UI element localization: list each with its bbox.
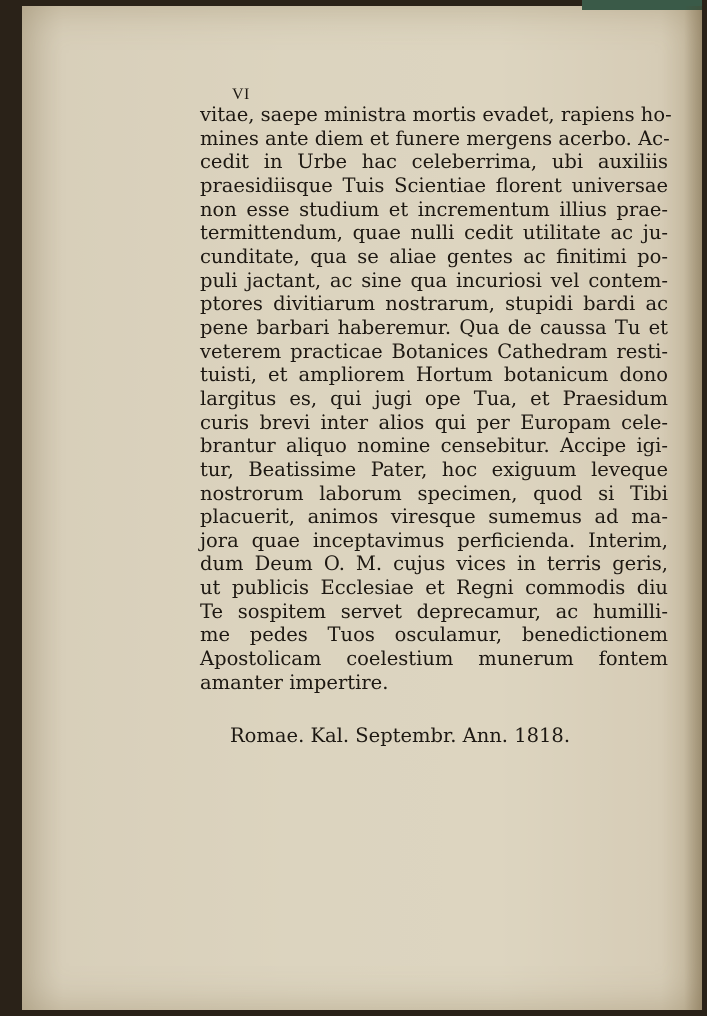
text-line: cunditate, qua se aliae gentes ac finitimi po- bbox=[200, 244, 668, 268]
text-line: jora quae inceptavimus perficienda. Interim, bbox=[200, 528, 668, 552]
text-line: pene barbari haberemur. Qua de caussa Tu et bbox=[200, 315, 668, 339]
body-text bbox=[200, 103, 672, 694]
text-line: placuerit, animos viresque sumemus ad ma- bbox=[200, 505, 668, 529]
place-date-signoff: Romae. Kal. Septembr. Ann. 1818. bbox=[230, 724, 571, 747]
text-line: tuisti, et ampliorem Hortum botanicum dono bbox=[200, 363, 668, 387]
text-line: Te sospitem servet deprecamur, ac humilli- bbox=[200, 599, 668, 623]
text-line: tur, Beatissime Pater, hoc exiguum leveque bbox=[200, 457, 668, 481]
text-line: vitae, saepe ministra mortis evadet, rapiens ho- bbox=[200, 103, 672, 126]
text-line: veterem practicae Botanices Cathedram resti- bbox=[200, 339, 668, 363]
text-line: largitus es, qui jugi ope Tua, et Praesidum bbox=[200, 386, 668, 410]
text-line: ptores divitiarum nostrarum, stupidi bardi ac bbox=[200, 292, 668, 316]
text-line: termittendum, quae nulli cedit utilitate ac ju- bbox=[200, 221, 668, 245]
text-line: praesidiisque Tuis Scientiae florent universae bbox=[200, 173, 668, 197]
text-line: puli jactant, ac sine qua incuriosi vel contem- bbox=[200, 268, 668, 292]
text-line: me pedes Tuos osculamur, benedictionem bbox=[200, 623, 668, 647]
page-right-edge-shadow bbox=[684, 6, 702, 1010]
book-page bbox=[22, 6, 702, 1010]
text-line: non esse studium et incrementum illius prae- bbox=[200, 197, 668, 221]
text-line: brantur aliquo nomine censebitur. Accipe igi- bbox=[200, 434, 668, 458]
text-line: nostrorum laborum specimen, quod si Tibi bbox=[200, 481, 668, 505]
text-line: dum Deum O. M. cujus vices in terris geris, bbox=[200, 552, 668, 576]
text-line: mines ante diem et funere mergens acerbo. Ac- bbox=[200, 126, 670, 150]
text-line: Apostolicam coelestium munerum fontem bbox=[200, 647, 668, 671]
text-line: amanter impertire. bbox=[200, 670, 389, 694]
text-line: ut publicis Ecclesiae et Regni commodis diu bbox=[200, 576, 668, 600]
text-line: cedit in Urbe hac celeberrima, ubi auxiliis bbox=[200, 150, 668, 174]
page-number: VI bbox=[232, 86, 250, 103]
text-line: curis brevi inter alios qui per Europam cele- bbox=[200, 410, 668, 434]
